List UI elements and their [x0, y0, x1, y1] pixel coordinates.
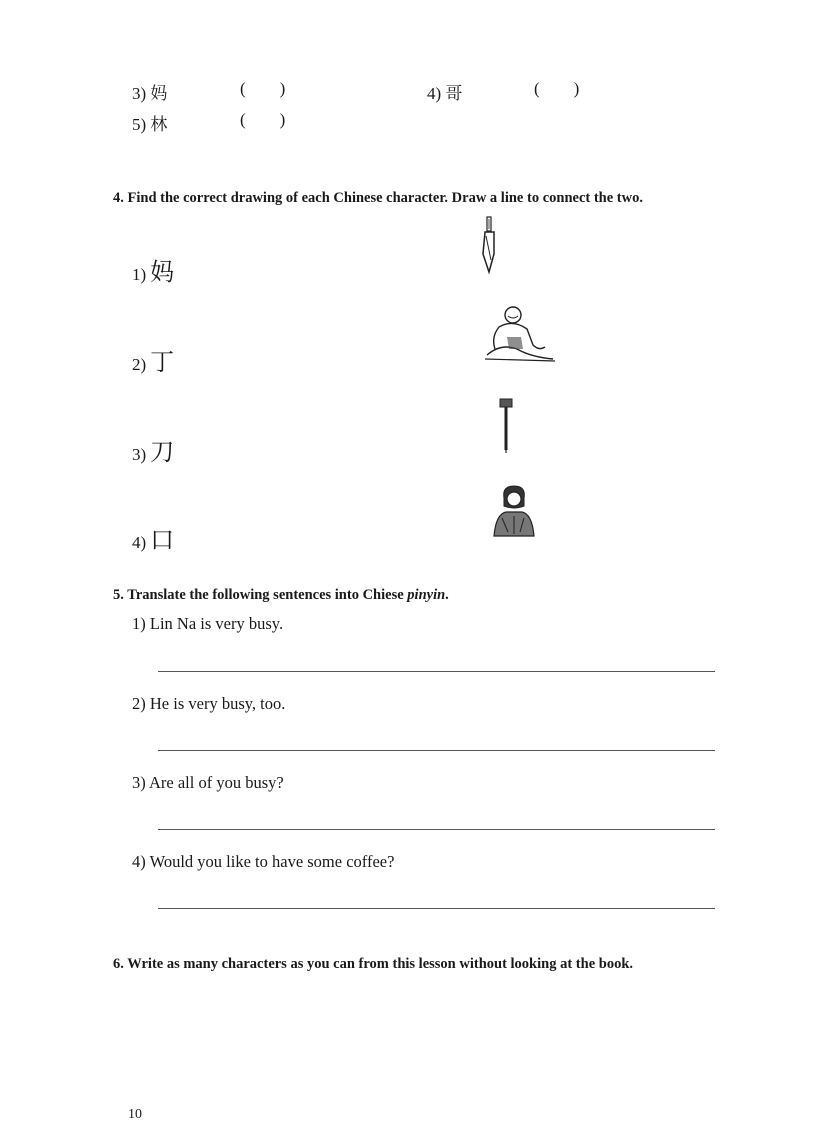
- heading-text: 5. Translate the following sentences into Chiese: [113, 587, 404, 603]
- writing-area[interactable]: [113, 975, 716, 1085]
- heading-period: .: [445, 587, 449, 603]
- item-number: 3): [132, 84, 147, 103]
- s4-item-3[interactable]: [132, 432, 174, 467]
- sentence-4: [132, 852, 394, 872]
- sentence-number: 1): [132, 614, 146, 633]
- item-number: 5): [132, 115, 147, 134]
- sentence-number: 4): [132, 852, 146, 871]
- answer-line[interactable]: [158, 908, 715, 909]
- item-number: 4): [132, 533, 147, 552]
- s4-item-4[interactable]: [132, 520, 174, 555]
- s4-item-1[interactable]: [132, 252, 174, 287]
- sentence-text: He is very busy, too.: [149, 694, 286, 713]
- sentence-1: [132, 614, 283, 634]
- section-6-heading: 6. Write as many characters as you can from this lesson without looking at the book.: [113, 956, 634, 972]
- nail-drawing[interactable]: [496, 398, 516, 454]
- answer-blank[interactable]: ( ): [240, 79, 286, 98]
- item-number: 4): [427, 84, 442, 103]
- item-character: 妈: [150, 84, 168, 103]
- item-number: 2): [132, 355, 147, 374]
- page-number: 10: [128, 1107, 142, 1122]
- s3-item-4: [427, 79, 462, 104]
- pinyin-word: pinyin: [407, 587, 446, 603]
- answer-line[interactable]: [158, 750, 715, 751]
- answer-blank[interactable]: ( ): [240, 110, 286, 129]
- sentence-text: Lin Na is very busy.: [149, 614, 284, 633]
- answer-blank[interactable]: ( ): [534, 79, 580, 98]
- sentence-number: 2): [132, 694, 146, 713]
- item-character: 丁: [150, 348, 175, 376]
- laughing-person-drawing[interactable]: [481, 303, 557, 363]
- sentence-text: Would you like to have some coffee?: [149, 852, 395, 871]
- sentence-text: Are all of you busy?: [148, 773, 284, 792]
- sentence-3: [132, 773, 284, 793]
- s3-item-3: [132, 79, 167, 104]
- item-character: 刀: [150, 438, 175, 466]
- answer-line[interactable]: [158, 671, 715, 672]
- item-character: 林: [150, 115, 168, 134]
- item-character: 妈: [150, 258, 175, 286]
- s4-item-2[interactable]: [132, 342, 174, 377]
- section-4-heading: 4. Find the correct drawing of each Chinese character. Draw a line to connect the two.: [113, 190, 643, 206]
- item-character: 哥: [445, 84, 463, 103]
- sentence-number: 3): [132, 773, 146, 792]
- item-number: 1): [132, 265, 147, 284]
- s3-item-5: [132, 110, 167, 135]
- sentence-2: [132, 694, 285, 714]
- answer-line[interactable]: [158, 829, 715, 830]
- knife-drawing[interactable]: [478, 216, 502, 276]
- section-5-heading: [113, 587, 449, 604]
- woman-drawing[interactable]: [488, 484, 538, 538]
- item-character: 口: [150, 526, 175, 554]
- item-number: 3): [132, 445, 147, 464]
